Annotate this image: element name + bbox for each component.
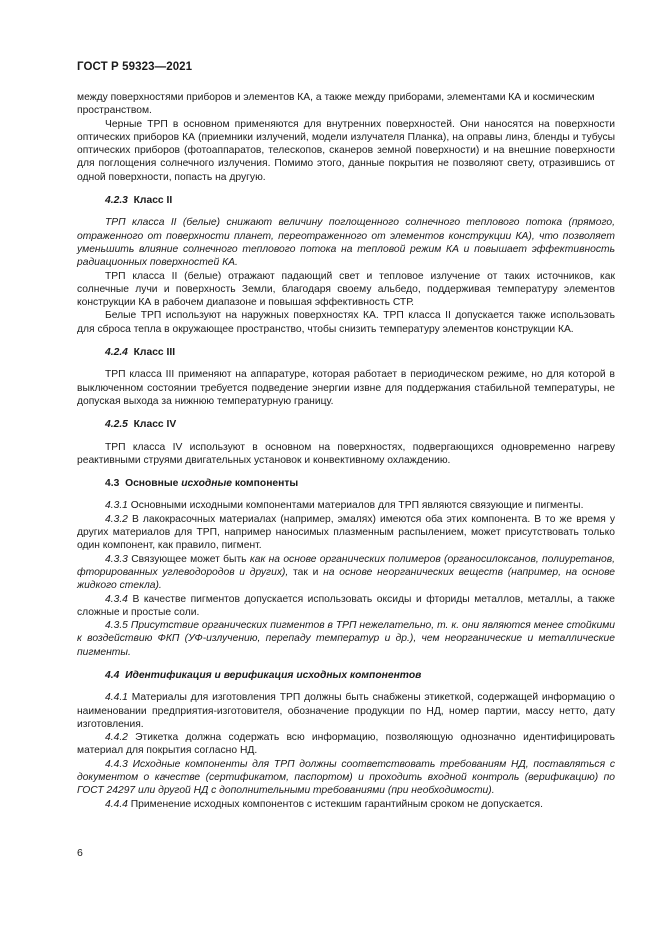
section-title-pre: Основные — [125, 478, 179, 490]
clause-4-3-4 — [77, 593, 615, 620]
paragraph-class-2-b: ТРП класса II (белые) отражают падающий свет и тепловое излучение от таких источников, как солнечные лучи и поверхность Земли, благодаря своему альбедо, поддерживая температуру элементов конструкции КА в рабочем диапазоне и повышая эффективность СТР. — [77, 270, 615, 309]
clause-text-d: на основе неорганических веществ (например, на основе жидкого стекла). — [77, 566, 615, 592]
section-title: Идентификация и верификация исходных компонентов — [125, 669, 422, 681]
document-body — [77, 91, 615, 811]
clause-number: 4.3.4 — [105, 593, 128, 605]
section-title-post: компоненты — [234, 478, 299, 490]
clause-4-3-1 — [77, 499, 615, 512]
clause-4-4-1 — [77, 691, 615, 731]
paragraph-class-2-c: Белые ТРП используют на наружных поверхностях КА. ТРП класса II допускается также использовать для сброса тепла в окружающее пространство, чтобы снизить температуру элементов конструкции КА. — [77, 310, 615, 335]
paragraph-continuation: между поверхностями приборов и элементов КА, а также между приборами, элементами КА и космическим пространством. — [77, 92, 595, 117]
clause-4-4-4 — [77, 798, 615, 811]
clause-number: 4.4.4 — [105, 798, 128, 810]
paragraph-class-3: ТРП класса III применяют на аппаратуре, которая работает в периодическом режиме, но для которой в выключенном состоянии требуется подведение энергии извне для поддержания стабильной температуры, не допуская выхода за нижнюю температурную границу. — [77, 369, 615, 407]
section-number: 4.4 — [105, 669, 120, 681]
clause-text: Материалы для изготовления ТРП должны быть снабжены этикеткой, содержащей информацию о наименовании предприятия-изготовителя, обозначение продукции по НД, номер партии, массу нетто, дату изготовления. — [77, 692, 615, 730]
clause-number: 4.4.1 — [105, 692, 128, 704]
section-title-emphasis: исходные — [181, 478, 233, 490]
clause-text: Основными исходными компонентами материалов для ТРП являются связующие и пигменты. — [130, 500, 584, 512]
section-number: 4.3 — [105, 478, 120, 490]
clause-text-b: как на основе органических полимеров (органосилоксанов, полиуретанов, фторированных углеводородов и других), — [77, 553, 615, 578]
section-number: 4.2.3 — [105, 195, 128, 207]
clause-4-4-3 — [77, 758, 615, 798]
clause-number: 4.3.2 — [105, 513, 128, 525]
clause-4-3-3 — [77, 553, 615, 593]
section-heading-4-3 — [105, 477, 615, 490]
clause-text-a: Связующее может быть — [131, 553, 247, 565]
section-heading-4-2-3 — [105, 194, 615, 207]
section-heading-4-4 — [105, 669, 615, 682]
section-number: 4.2.4 — [105, 347, 128, 359]
section-title: Класс II — [133, 195, 173, 207]
clause-text: Этикетка должна содержать всю информацию, позволяющую однозначно идентифицировать материал для покрытия согласно НД. — [77, 732, 615, 757]
section-heading-4-2-5 — [105, 418, 615, 431]
clause-text-c: так и — [293, 566, 319, 578]
section-number: 4.2.5 — [105, 419, 128, 431]
paragraph-black-coatings: Черные ТРП в основном применяются для внутренних поверхностей. Они наносятся на поверхности оптических приборов КА (приемники излучений, модели излучателя Планка), на оправы линз, бленды и тубусы оптических приборов (фотоаппаратов, телескопов, сканеров земной поверхности) и на внешние поверхности для поглощения солнечного излучения. Помимо этого, данные покрытия не позволяют свету, отразившись от одной поверхности, попасть на другую. — [77, 118, 615, 183]
clause-4-4-2 — [77, 731, 615, 758]
clause-number: 4.3.5 — [105, 620, 128, 632]
clause-text: В качестве пигментов допускается использовать оксиды и фториды металлов, металлы, а также сложные и простые соли. — [77, 593, 615, 618]
clause-4-3-5 — [77, 619, 615, 659]
clause-number: 4.3.3 — [105, 553, 128, 565]
clause-4-3-2 — [77, 513, 615, 553]
paragraph-class-4: ТРП класса IV используют в основном на поверхностях, подвергающихся одновременно нагреву реактивными струями двигательных установок и конвективному охлаждению. — [77, 441, 615, 466]
clause-text: В лакокрасочных материалах (например, эмалях) имеются оба этих компонента. В то же время у других материалов для ТРП, например наносимых плазменным распылением, может присутствовать только один компонент, как правило, пигмент. — [77, 513, 615, 552]
standard-header: ГОСТ Р 59323—2021 — [77, 61, 193, 73]
page-number: 6 — [77, 847, 83, 859]
clause-text: Исходные компоненты для ТРП должны соответствовать требованиям НД, поставляться с документом о качестве (сертификатом, паспортом) и проходить входной контроль (верификацию) по ГОСТ 24297 или другой НД с дополнительными требованиями (при необходимости). — [77, 758, 615, 797]
paragraph-class-2-a: ТРП класса II (белые) снижают величину поглощенного солнечного теплового потока (прямого, отраженного от поверхности планет, переотраженного от элементов конструкции КА), что позволяет уменьшить влияние солнечного теплового потока на тепловой режим КА и повышает эффективность радиационных поверхностей КА. — [77, 217, 615, 269]
clause-number: 4.4.2 — [105, 732, 128, 744]
section-title: Класс IV — [133, 419, 177, 431]
clause-text: Присутствие органических пигментов в ТРП нежелательно, т. к. они являются менее стойкими к воздействию ФКП (УФ-излучению, перепаду температур и др.), чем неорганические и металлические пигменты. — [77, 620, 615, 658]
clause-text: Применение исходных компонентов с истекшим гарантийным сроком не допускается. — [130, 798, 543, 810]
section-title: Класс III — [133, 347, 176, 359]
clause-number: 4.3.1 — [105, 500, 128, 512]
clause-number: 4.4.3 — [105, 758, 128, 770]
section-heading-4-2-4 — [105, 346, 615, 359]
